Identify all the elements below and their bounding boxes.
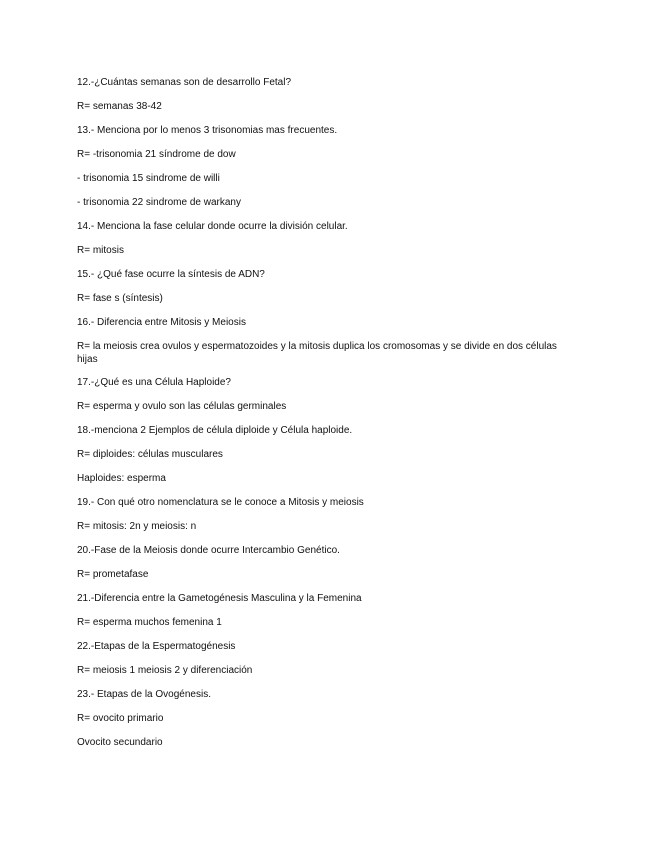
question-13: 13.- Menciona por lo menos 3 trisonomias mas frecuentes. — [77, 125, 338, 136]
answer-18-line-2: Haploides: esperma — [77, 473, 166, 484]
answer-17: R= esperma y ovulo son las células germinales — [77, 401, 287, 412]
answer-20: R= prometafase — [77, 569, 149, 580]
answer-19: R= mitosis: 2n y meiosis: n — [77, 521, 197, 532]
answer-13-line-3: - trisonomia 22 sindrome de warkany — [77, 197, 241, 208]
question-19: 19.- Con qué otro nomenclatura se le conoce a Mitosis y meiosis — [77, 497, 364, 508]
question-16: 16.- Diferencia entre Mitosis y Meiosis — [77, 317, 246, 328]
question-23: 23.- Etapas de la Ovogénesis. — [77, 689, 211, 700]
answer-22: R= meiosis 1 meiosis 2 y diferenciación — [77, 665, 253, 676]
answer-21: R= esperma muchos femenina 1 — [77, 617, 222, 628]
question-22: 22.-Etapas de la Espermatogénesis — [77, 641, 236, 652]
answer-13-line-1: R= -trisonomia 21 síndrome de dow — [77, 149, 236, 160]
answer-13-line-2: - trisonomia 15 sindrome de willi — [77, 173, 220, 184]
answer-23-line-2: Ovocito secundario — [77, 737, 163, 748]
answer-18-line-1: R= diploides: células musculares — [77, 449, 223, 460]
question-14: 14.- Menciona la fase celular donde ocurre la división celular. — [77, 221, 348, 232]
document-body — [77, 77, 577, 761]
question-21: 21.-Diferencia entre la Gametogénesis Masculina y la Femenina — [77, 593, 362, 604]
answer-16: R= la meiosis crea ovulos y espermatozoides y la mitosis duplica los cromosomas y se divide en dos células hijas — [77, 341, 557, 365]
question-20: 20.-Fase de la Meiosis donde ocurre Intercambio Genético. — [77, 545, 340, 556]
answer-23-line-1: R= ovocito primario — [77, 713, 164, 724]
answer-15: R= fase s (síntesis) — [77, 293, 163, 304]
question-15: 15.- ¿Qué fase ocurre la síntesis de ADN? — [77, 269, 265, 280]
question-17: 17.-¿Qué es una Célula Haploide? — [77, 377, 231, 388]
question-12: 12.-¿Cuántas semanas son de desarrollo Fetal? — [77, 77, 292, 88]
answer-14: R= mitosis — [77, 245, 124, 256]
question-18: 18.-menciona 2 Ejemplos de célula diploide y Célula haploide. — [77, 425, 353, 436]
answer-12: R= semanas 38-42 — [77, 101, 162, 112]
